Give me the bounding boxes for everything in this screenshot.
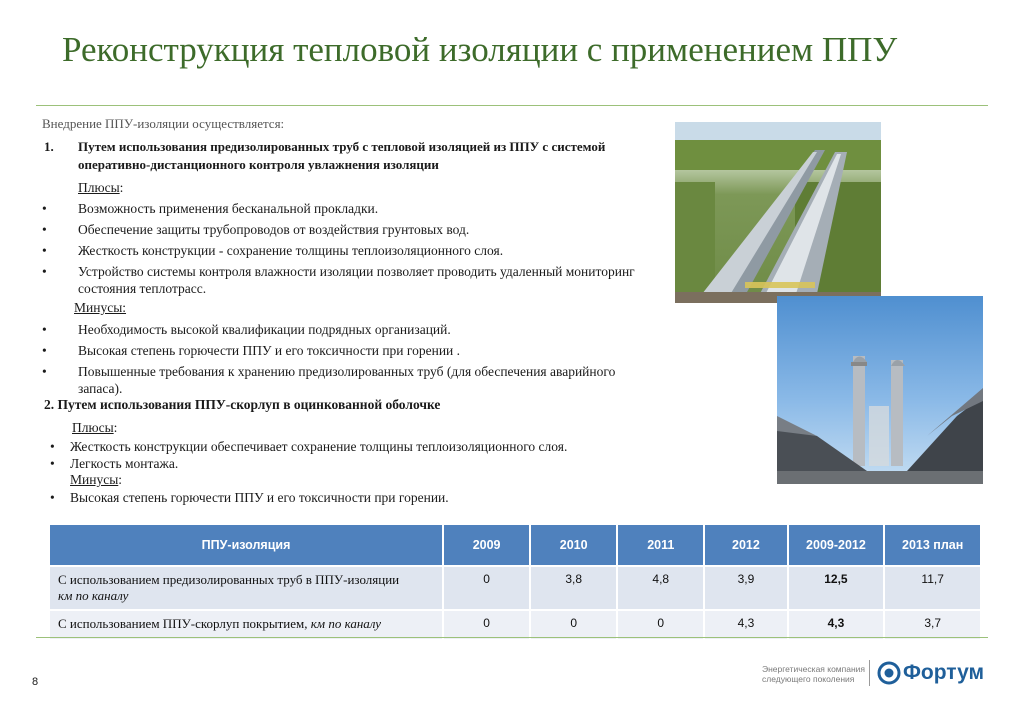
section1-pros-label: [78, 180, 123, 196]
table-header: 2013 план: [884, 524, 981, 566]
section1-heading-text: Путем использования предизолированных труб с тепловой изоляцией из ППУ с системой оперативно-дистанционного контроля увлажнения изоляции: [78, 139, 606, 172]
section2-pros-label-text: Плюсы: [72, 420, 114, 435]
bullet-icon: •: [42, 201, 47, 216]
table-row: [49, 610, 981, 640]
table-row: [49, 566, 981, 610]
bullet-icon: •: [42, 343, 47, 358]
list-item: [42, 221, 662, 238]
section1-cons-label: [74, 300, 126, 316]
list-item-text: Устройство системы контроля влажности изоляции позволяет проводить удаленный мониторинг состояния теплотрасс.: [78, 264, 635, 296]
section1-pros-label-text: Плюсы: [78, 180, 120, 195]
pipes-sky-photo: [777, 296, 983, 484]
table-cell: 11,7: [884, 566, 981, 610]
table-header: 2009-2012: [788, 524, 885, 566]
row-label-text: С использованием ППУ-скорлуп покрытием,: [58, 616, 308, 631]
list-item-text: Жесткость конструкции обеспечивает сохранение толщины теплоизоляционного слоя.: [70, 439, 568, 454]
bullet-icon: •: [50, 456, 55, 471]
list-item: [42, 200, 662, 217]
pipes-sky-illustration: [777, 296, 983, 484]
table-row-label: [49, 566, 443, 610]
section2-cons-list: [50, 489, 449, 506]
list-item: [42, 342, 662, 359]
footer-divider: [36, 637, 988, 638]
table-header-row: [49, 524, 981, 566]
data-table: [48, 523, 982, 641]
bullet-icon: •: [42, 243, 47, 258]
section2-pros-label: [72, 420, 117, 436]
list-item-text: Обеспечение защиты трубопроводов от воздействия грунтовых вод.: [78, 222, 470, 237]
list-item-text: Высокая степень горючести ППУ и его токсичности при горении .: [78, 343, 461, 358]
list-item-text: Легкость монтажа.: [70, 456, 179, 471]
table-cell: 0: [530, 610, 617, 640]
section1-number: 1.: [44, 139, 54, 154]
table-cell: 3,7: [884, 610, 981, 640]
title-divider: [36, 105, 988, 106]
fortum-logo-icon: [877, 661, 901, 685]
table-header: 2010: [530, 524, 617, 566]
table-header: ППУ-изоляция: [49, 524, 443, 566]
bullet-icon: •: [42, 222, 47, 237]
table-cell: 0: [617, 610, 704, 640]
pipeline-illustration: [675, 122, 881, 303]
list-item: [42, 263, 648, 297]
footer-separator: [869, 660, 870, 686]
list-item-text: Жесткость конструкции - сохранение толщины теплоизоляционного слоя.: [78, 243, 504, 258]
section2-cons-label-text: Минусы: [70, 472, 119, 487]
table-cell: 0: [443, 610, 530, 640]
list-item: [42, 321, 662, 338]
list-item: [50, 455, 567, 472]
fortum-logo-text: Фортум: [903, 661, 985, 684]
table-cell: 4,3: [704, 610, 787, 640]
row-unit: км по каналу: [310, 616, 382, 631]
section2-heading: 2. Путем использования ППУ-скорлуп в оцинкованной оболочке: [44, 397, 441, 412]
list-item: [42, 363, 648, 397]
intro-text: Внедрение ППУ-изоляции осуществляется:: [42, 116, 285, 131]
bullet-icon: •: [42, 264, 47, 279]
slide-title: Реконструкция тепловой изоляции с применением ППУ: [62, 30, 898, 69]
bullet-icon: •: [42, 322, 47, 337]
table-cell: 3,9: [704, 566, 787, 610]
row-unit: км по каналу: [58, 588, 129, 603]
section1-cons-label-text: Минусы:: [74, 300, 127, 315]
company-tagline: Энергетическая компания следующего поколения: [762, 664, 866, 684]
pipeline-photo: [675, 122, 881, 303]
bullet-icon: •: [50, 439, 55, 454]
list-item: [42, 242, 662, 259]
list-item: [50, 438, 567, 455]
fortum-logo: [877, 658, 984, 688]
colon: :: [119, 180, 124, 195]
page-number: 8: [32, 676, 39, 688]
colon: :: [113, 420, 118, 435]
table-cell: 4,8: [617, 566, 704, 610]
table-header: 2012: [704, 524, 787, 566]
bullet-icon: •: [50, 490, 55, 505]
section2-cons-label: [70, 472, 122, 488]
list-item-text: Необходимость высокой квалификации подрядных организаций.: [78, 322, 451, 337]
section1-cons-list: [42, 321, 662, 401]
table-cell: 3,8: [530, 566, 617, 610]
table-header: 2011: [617, 524, 704, 566]
bullet-icon: •: [42, 364, 47, 379]
table-header: 2009: [443, 524, 530, 566]
list-item-text: Повышенные требования к хранению предизолированных труб (для обеспечения аварийного запаса).: [78, 364, 616, 396]
table-cell: 0: [443, 566, 530, 610]
list-item: [50, 489, 449, 506]
section1-heading: [44, 138, 664, 174]
list-item-text: Высокая степень горючести ППУ и его токсичности при горении.: [70, 490, 449, 505]
table-cell: 12,5: [788, 566, 885, 610]
section1-pros-list: [42, 200, 662, 301]
table-cell: 4,3: [788, 610, 885, 640]
list-item-text: Возможность применения бесканальной прокладки.: [78, 201, 379, 216]
table-row-label: [49, 610, 443, 640]
row-label-text: С использованием предизолированных труб в ППУ-изоляции: [58, 572, 400, 587]
colon: :: [118, 472, 123, 487]
section2-pros-list: [50, 438, 567, 472]
